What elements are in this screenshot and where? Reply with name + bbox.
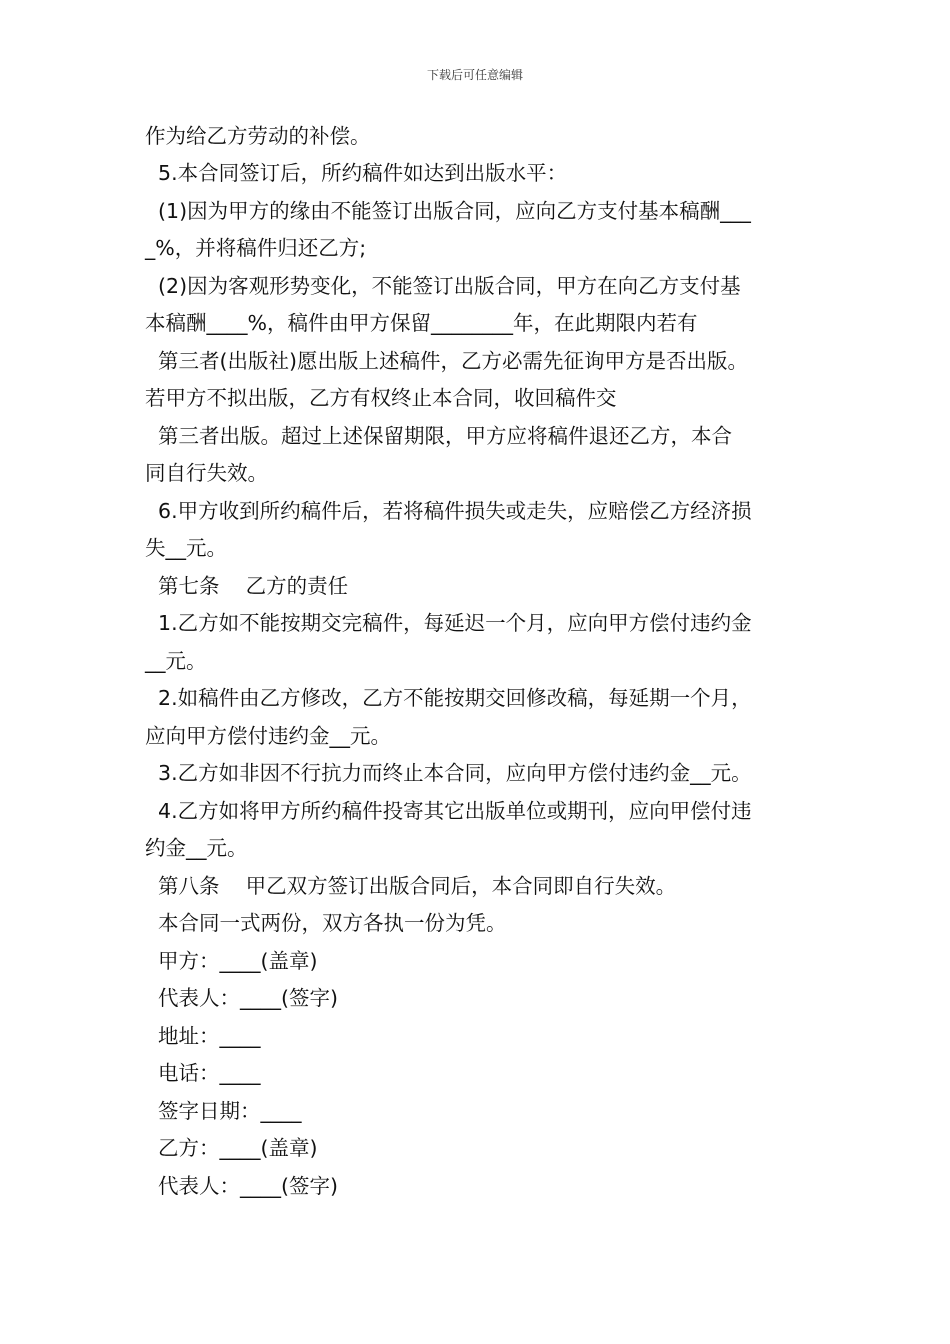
- text-line: 4.乙方如将甲方所约稿件投寄其它出版单位或期刊，应向甲偿付违: [145, 799, 752, 823]
- text-line: 同自行失效。: [145, 461, 268, 485]
- text-line: 1.乙方如不能按期交完稿件，每延迟一个月，应向甲方偿付违约金: [145, 611, 752, 635]
- text-line: (1)因为甲方的缘由不能签订出版合同，应向乙方支付基本稿酬___: [145, 199, 751, 223]
- text-line: 失__元。: [145, 536, 227, 560]
- section-heading: 第八条 甲乙双方签订出版合同后，本合同即自行失效。: [145, 874, 677, 898]
- text-line: 作为给乙方劳动的补偿。: [145, 124, 371, 148]
- text-line: _%，并将稿件归还乙方;: [145, 236, 367, 260]
- text-line: 6.甲方收到所约稿件后，若将稿件损失或走失，应赔偿乙方经济损: [145, 499, 752, 523]
- signature-field: 代表人：____(签字): [145, 1174, 339, 1198]
- text-line: 第三者(出版社)愿出版上述稿件，乙方必需先征询甲方是否出版。: [145, 349, 749, 373]
- signature-field: 签字日期：____: [145, 1099, 302, 1123]
- text-line: __元。: [145, 649, 207, 673]
- signature-field: 地址：____: [145, 1024, 261, 1048]
- text-line: 应向甲方偿付违约金__元。: [145, 724, 391, 748]
- text-line: 3.乙方如非因不行抗力而终止本合同，应向甲方偿付违约金__元。: [145, 761, 752, 785]
- text-line: 本稿酬____%，稿件由甲方保留________年，在此期限内若有: [145, 311, 698, 335]
- text-line: 第三者出版。超过上述保留期限，甲方应将稿件退还乙方，本合: [145, 424, 733, 448]
- signature-field: 代表人：____(签字): [145, 986, 339, 1010]
- signature-field: 乙方：____(盖章): [145, 1136, 318, 1160]
- text-line: 若甲方不拟出版，乙方有权终止本合同，收回稿件交: [145, 386, 617, 410]
- text-line: 5.本合同签订后，所约稿件如达到出版水平：: [145, 161, 568, 185]
- text-line: (2)因为客观形势变化，不能签订出版合同，甲方在向乙方支付基: [145, 274, 741, 298]
- text-line: 2.如稿件由乙方修改，乙方不能按期交回修改稿，每延期一个月，: [145, 686, 752, 710]
- text-line: 本合同一式两份，双方各执一份为凭。: [145, 911, 507, 935]
- signature-field: 电话：____: [145, 1061, 261, 1085]
- section-heading: 第七条 乙方的责任: [145, 574, 349, 598]
- text-line: 约金__元。: [145, 836, 248, 860]
- signature-field: 甲方：____(盖章): [145, 949, 318, 973]
- page-header: 下载后可任意编辑: [426, 68, 523, 82]
